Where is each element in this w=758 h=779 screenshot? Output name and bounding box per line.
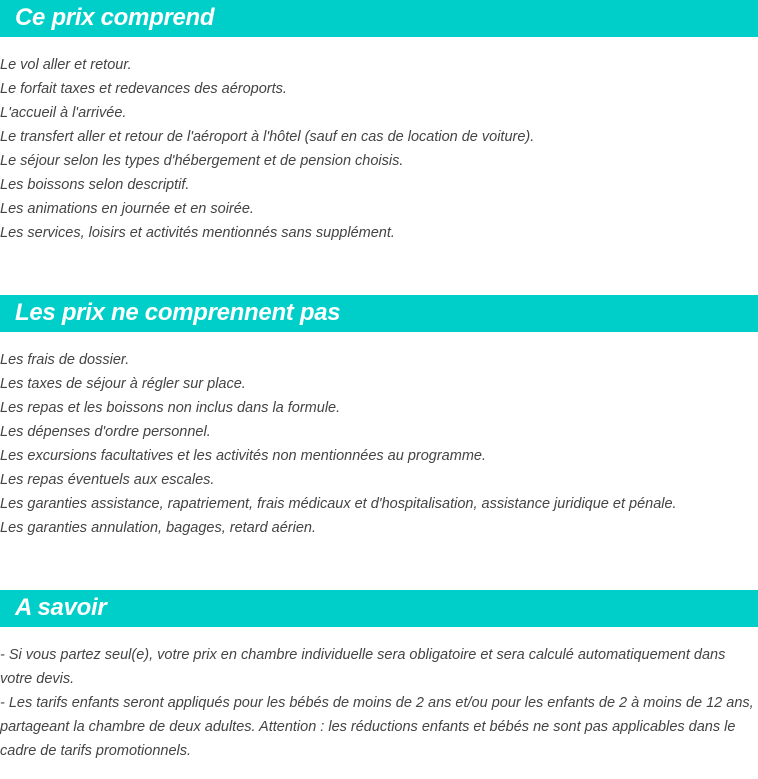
section-title: A savoir: [15, 594, 107, 621]
info-paragraph: - Si vous partez seul(e), votre prix en chambre individuelle sera obligatoire et sera calculé automatiquement dans votre devis.: [0, 647, 726, 687]
list-item: Les boissons selon descriptif.: [0, 177, 190, 193]
list-item: Le vol aller et retour.: [0, 57, 132, 73]
list-item: L'accueil à l'arrivée.: [0, 105, 127, 121]
list-item: Les repas et les boissons non inclus dans la formule.: [0, 400, 341, 416]
section-not-included: [0, 295, 758, 540]
section-header-included: [0, 0, 758, 37]
section-good-to-know: [0, 590, 758, 763]
section-included: [0, 0, 758, 245]
list-item: Les frais de dossier.: [0, 352, 130, 368]
good-to-know-body: [0, 643, 758, 763]
list-item: Le transfert aller et retour de l'aéroport à l'hôtel (sauf en cas de location de voiture).: [0, 129, 535, 145]
section-header-not-included: [0, 295, 758, 332]
list-item: Les dépenses d'ordre personnel.: [0, 424, 211, 440]
not-included-list: [0, 348, 758, 540]
section-title: Ce prix comprend: [15, 4, 215, 31]
section-title: Les prix ne comprennent pas: [15, 299, 341, 326]
list-item: Les repas éventuels aux escales.: [0, 472, 215, 488]
list-item: Les garanties annulation, bagages, retard aérien.: [0, 520, 316, 536]
list-item: Le forfait taxes et redevances des aéroports.: [0, 81, 287, 97]
list-item: Les taxes de séjour à régler sur place.: [0, 376, 246, 392]
included-list: [0, 53, 758, 245]
list-item: Les garanties assistance, rapatriement, frais médicaux et d'hospitalisation, assistance juridique et pénale.: [0, 496, 677, 512]
list-item: Les excursions facultatives et les activités non mentionnées au programme.: [0, 448, 486, 464]
list-item: Les animations en journée et en soirée.: [0, 201, 254, 217]
section-header-good-to-know: [0, 590, 758, 627]
info-paragraph: - Les tarifs enfants seront appliqués pour les bébés de moins de 2 ans et/ou pour les enfants de 2 à moins de 12 ans, partageant la chambre de deux adultes. Attention : les réductions enfants et bébés ne sont pas applicables dans le cadre de tarifs promotionnels.: [0, 695, 754, 759]
list-item: Les services, loisirs et activités mentionnés sans supplément.: [0, 225, 395, 241]
list-item: Le séjour selon les types d'hébergement et de pension choisis.: [0, 153, 404, 169]
